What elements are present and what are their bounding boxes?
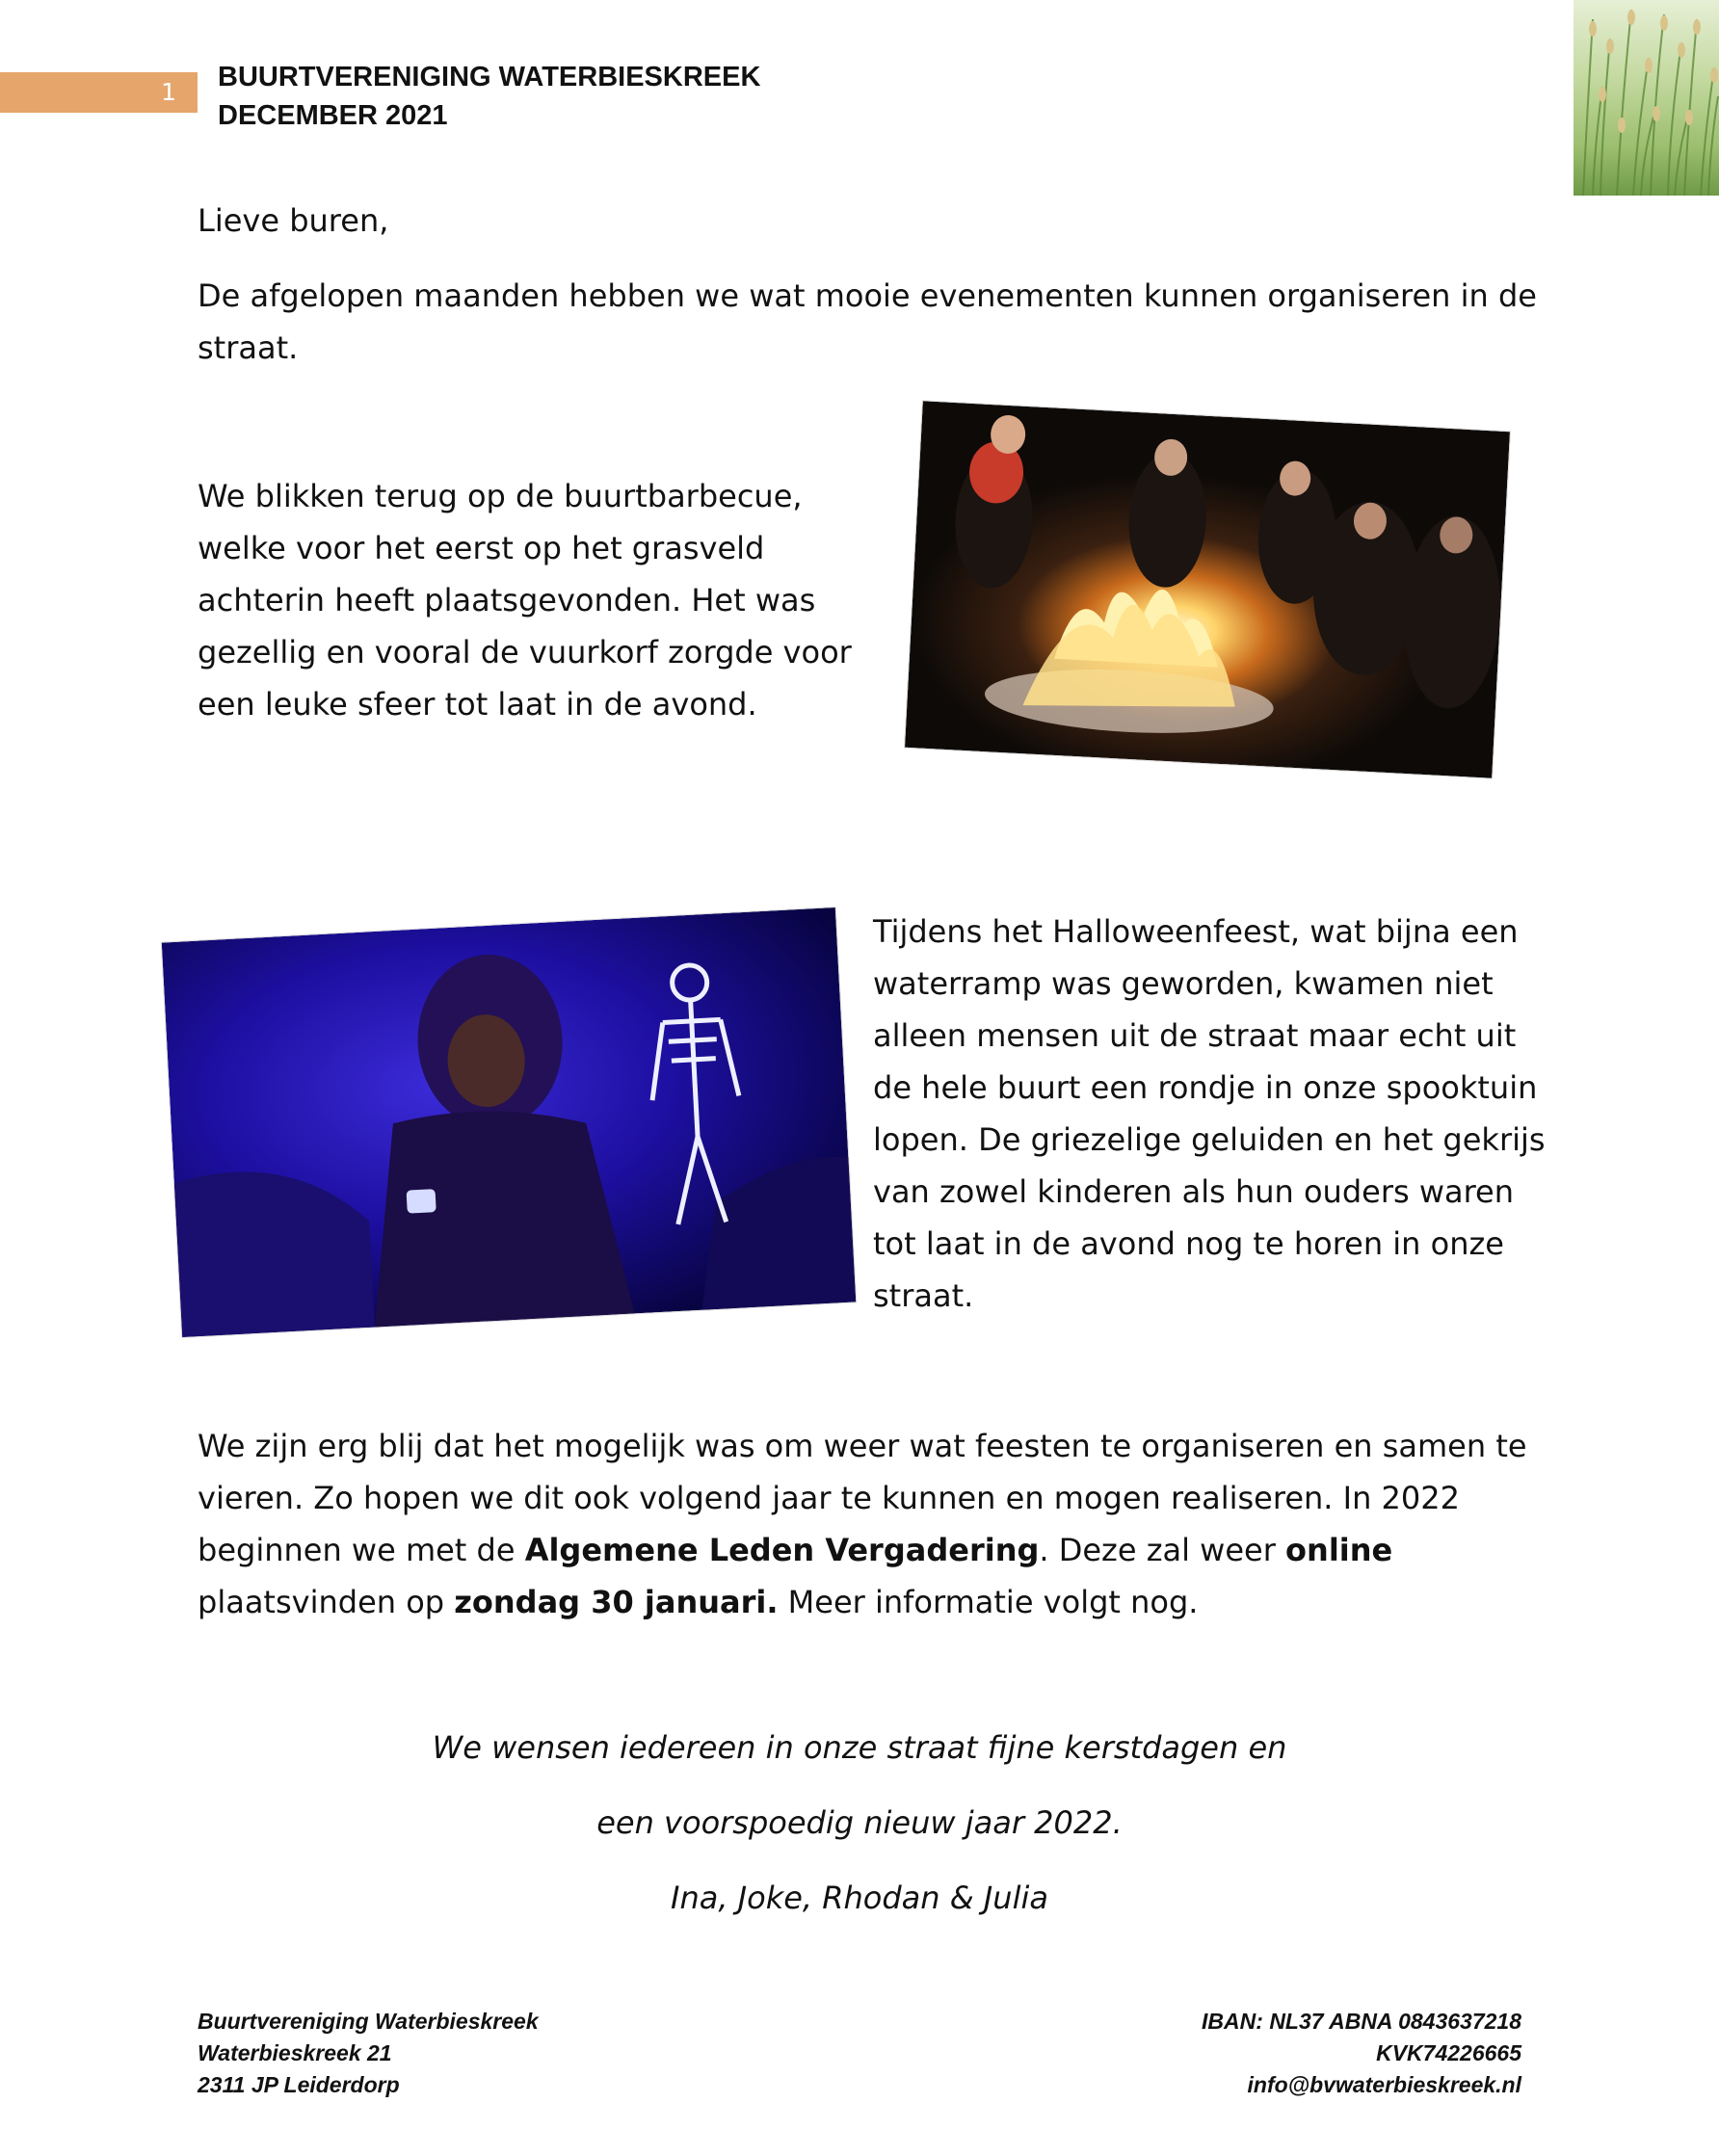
header-date: DECEMBER 2021: [218, 100, 448, 131]
footer-iban: IBAN: NL37 ABNA 0843637218: [1202, 2009, 1521, 2034]
page-number: 1: [161, 78, 176, 106]
footer-address: [198, 2006, 539, 2101]
final-text-4: Meer informatie volgt nog.: [778, 1584, 1199, 1620]
final-bold-date: zondag 30 januari.: [454, 1584, 779, 1620]
page-number-tab: [0, 72, 198, 113]
footer-org-name: Buurtvereniging Waterbieskreek: [198, 2009, 539, 2034]
final-paragraph: [198, 1420, 1547, 1628]
signature: Ina, Joke, Rhodan & Julia: [671, 1880, 1048, 1916]
bbq-photo: [905, 401, 1510, 777]
halloween-paragraph: Tijdens het Halloweenfeest, wat bijna een waterramp was geworden, kwamen niet alleen mensen uit de straat maar echt uit de hele buurt een rondje in onze spooktuin lopen. De griezelige geluiden en het gekrijs van zowel kinderen als hun ouders waren tot laat in de avond nog te horen in onze straat.: [873, 913, 1546, 1314]
greeting: Lieve buren,: [198, 202, 389, 239]
final-text-1: We zijn erg blij dat het mogelijk was om weer wat feesten te organiseren en samen te vieren. Zo hopen we dit ook volgend jaar te kunnen en mogen realiseren. In 2022 beginnen we met de: [198, 1428, 1527, 1568]
halloween-photo: [162, 907, 856, 1337]
intro-paragraph: De afgelopen maanden hebben we wat mooie evenementen kunnen organiseren in de straat.: [198, 277, 1537, 366]
grass-photo: [1574, 0, 1719, 196]
footer-street: Waterbieskreek 21: [198, 2040, 392, 2065]
bbq-paragraph: We blikken terug op de buurtbarbecue, welke voor het eerst op het grasveld achterin heeft plaatsgevonden. Het was gezellig en vooral de vuurkorf zorgde voor een leuke sfeer tot laat in de avond.: [198, 478, 852, 723]
final-text-3: plaatsvinden op: [198, 1584, 455, 1620]
newsletter-header: [218, 58, 760, 135]
footer-city: 2311 JP Leiderdorp: [198, 2072, 400, 2097]
final-bold-meeting: Algemene Leden Vergadering: [524, 1532, 1040, 1568]
final-bold-online: online: [1285, 1532, 1393, 1568]
closing-line-2: een voorspoedig nieuw jaar 2022.: [596, 1804, 1123, 1841]
final-text-2: . Deze zal weer: [1039, 1532, 1286, 1568]
footer-kvk: KVK74226665: [1376, 2040, 1521, 2065]
closing-line-1: We wensen iedereen in onze straat fijne kerstdagen en: [432, 1729, 1287, 1766]
footer-contact: [1202, 2006, 1521, 2101]
header-organization: BUURTVERENIGING WATERBIESKREEK: [218, 62, 761, 92]
footer-email[interactable]: info@bvwaterbieskreek.nl: [1247, 2072, 1521, 2097]
